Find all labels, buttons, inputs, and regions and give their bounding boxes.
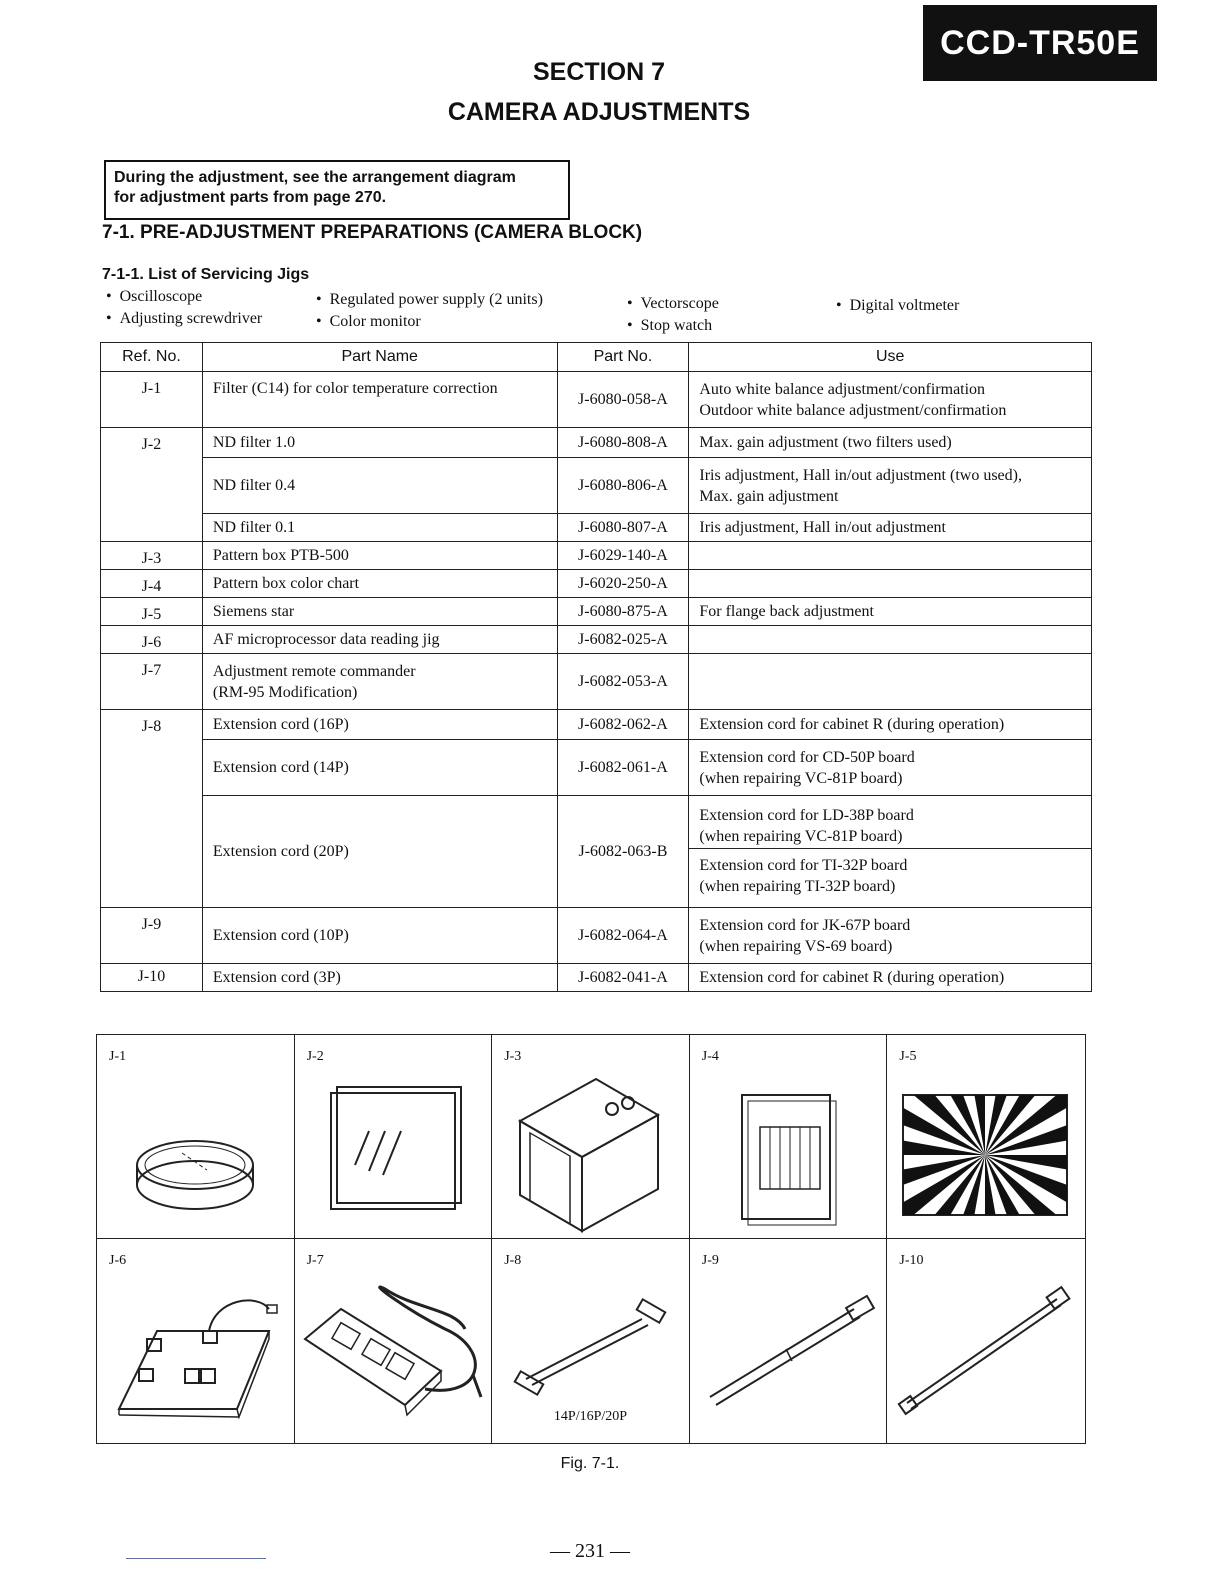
table-row <box>101 458 1092 514</box>
figure-label: J-10 <box>899 1253 924 1268</box>
ref-cell: J-1 <box>101 372 203 428</box>
part-name-cell: Filter (C14) for color temperature correction <box>202 372 557 428</box>
part-no-cell: J-6082-062-A <box>557 710 689 740</box>
table-row <box>101 796 1092 908</box>
filter-illustration <box>97 1035 295 1240</box>
table-row <box>101 514 1092 542</box>
use-cell: Extension cord for cabinet R (during operation) <box>689 964 1092 992</box>
figure-cell-j8 <box>492 1239 690 1443</box>
part-no-cell: J-6082-063-B <box>557 796 689 908</box>
use-line: Outdoor white balance adjustment/confirmation <box>699 401 1007 419</box>
ref-cell: J-6 <box>101 626 203 654</box>
part-name-cell: ND filter 0.4 <box>202 458 557 514</box>
extension-cord-illustration <box>887 1239 1085 1444</box>
part-no-cell: J-6029-140-A <box>557 542 689 570</box>
figure-label: J-6 <box>109 1253 127 1268</box>
part-name-cell: Extension cord (20P) <box>202 796 557 908</box>
table-row <box>101 654 1092 710</box>
figure-cell-j7 <box>295 1239 493 1443</box>
part-name-cell: AF microprocessor data reading jig <box>202 626 557 654</box>
header-part-name: Part Name <box>202 343 557 372</box>
figure-cell-j4 <box>690 1035 888 1239</box>
figure-label: J-1 <box>109 1049 127 1064</box>
figure-caption: Fig. 7-1. <box>560 1455 620 1472</box>
part-no-cell: J-6080-875-A <box>557 598 689 626</box>
figure-cell-j3 <box>492 1035 690 1239</box>
part-name-cell: Pattern box color chart <box>202 570 557 598</box>
jig-item: • Adjusting screwdriver <box>106 310 262 328</box>
table-row <box>101 542 1092 570</box>
jig-item: • Oscilloscope <box>106 288 202 306</box>
header-ref-no: Ref. No. <box>101 343 203 372</box>
figure-label: J-3 <box>504 1049 522 1064</box>
use-cell <box>689 740 1092 796</box>
color-chart-illustration <box>690 1035 888 1240</box>
use-cell <box>689 796 1092 908</box>
use-cell <box>689 908 1092 964</box>
table-row <box>101 740 1092 796</box>
part-name-line: Adjustment remote commander <box>212 662 416 680</box>
use-line: Max. gain adjustment <box>699 487 839 505</box>
ref-cell: J-5 <box>101 598 203 626</box>
jig-item: • Regulated power supply (2 units) <box>316 291 543 309</box>
page-number: — 231 — <box>550 1540 630 1562</box>
use-cell: Iris adjustment, Hall in/out adjustment <box>689 514 1092 542</box>
part-name-cell: Extension cord (10P) <box>202 908 557 964</box>
ref-cell: J-2 <box>101 428 203 542</box>
table-row <box>101 428 1092 458</box>
table-header-row <box>101 343 1092 372</box>
use-line: Extension cord for JK-67P board <box>699 916 911 934</box>
use-cell: Extension cord for cabinet R (during operation) <box>689 710 1092 740</box>
notice-line-2: for adjustment parts from page 270. <box>114 189 387 206</box>
use-line: Iris adjustment, Hall in/out adjustment (two used), <box>699 466 1022 484</box>
table-row <box>101 964 1092 992</box>
figure-label: J-7 <box>306 1253 324 1268</box>
part-no-cell: J-6020-250-A <box>557 570 689 598</box>
section-heading: 7-1. PRE-ADJUSTMENT PREPARATIONS (CAMERA BLOCK) <box>102 222 643 243</box>
jig-item: • Color monitor <box>316 313 421 331</box>
table-row <box>101 372 1092 428</box>
footer-rule <box>126 1558 266 1559</box>
use-cell <box>689 654 1092 710</box>
part-name-cell: ND filter 1.0 <box>202 428 557 458</box>
part-name-cell: Extension cord (3P) <box>202 964 557 992</box>
part-no-cell: J-6082-025-A <box>557 626 689 654</box>
part-name-cell: Extension cord (16P) <box>202 710 557 740</box>
use-subcell <box>689 801 1091 849</box>
use-line: Auto white balance adjustment/confirmation <box>699 380 986 398</box>
table-row <box>101 710 1092 740</box>
remote-commander-illustration <box>295 1239 493 1444</box>
figure-cell-j5 <box>887 1035 1085 1239</box>
siemens-star-illustration <box>887 1035 1085 1240</box>
ref-cell: J-8 <box>101 710 203 908</box>
servicing-jigs-table <box>100 342 1092 992</box>
ref-cell: J-9 <box>101 908 203 964</box>
ref-cell: J-10 <box>101 964 203 992</box>
figure-label: J-4 <box>701 1049 719 1064</box>
part-no-cell: J-6080-058-A <box>557 372 689 428</box>
figure-cell-j9 <box>690 1239 888 1443</box>
section-number: SECTION 7 <box>533 58 665 86</box>
use-line: (when repairing VS-69 board) <box>699 937 893 955</box>
part-name-line: (RM-95 Modification) <box>212 683 358 701</box>
figure-cell-j6 <box>97 1239 295 1443</box>
header-part-no: Part No. <box>557 343 689 372</box>
notice-line-1: During the adjustment, see the arrangement diagram <box>114 169 516 186</box>
table-row <box>101 570 1092 598</box>
table-row <box>101 908 1092 964</box>
figure-label: J-8 <box>504 1253 522 1268</box>
jig-item: • Stop watch <box>627 317 712 335</box>
model-badge: CCD-TR50E <box>923 5 1157 81</box>
part-no-cell: J-6080-808-A <box>557 428 689 458</box>
use-cell <box>689 372 1092 428</box>
ref-cell: J-4 <box>101 570 203 598</box>
use-cell: Max. gain adjustment (two filters used) <box>689 428 1092 458</box>
use-cell <box>689 542 1092 570</box>
part-no-cell: J-6082-061-A <box>557 740 689 796</box>
ref-cell: J-7 <box>101 654 203 710</box>
part-no-cell: J-6080-806-A <box>557 458 689 514</box>
ref-cell: J-3 <box>101 542 203 570</box>
jig-item: • Digital voltmeter <box>836 297 959 315</box>
use-cell <box>689 626 1092 654</box>
use-line: (when repairing VC-81P board) <box>699 827 903 845</box>
nd-filter-illustration <box>295 1035 493 1240</box>
figure-label: J-5 <box>899 1049 917 1064</box>
header-use: Use <box>689 343 1092 372</box>
part-name-cell: Siemens star <box>202 598 557 626</box>
part-name-cell <box>202 654 557 710</box>
use-line: Extension cord for CD-50P board <box>699 748 915 766</box>
servicing-jigs-figure <box>96 1034 1086 1444</box>
figure-label: J-9 <box>701 1253 719 1268</box>
figure-cell-j1 <box>97 1035 295 1239</box>
part-no-cell: J-6082-041-A <box>557 964 689 992</box>
table-row <box>101 598 1092 626</box>
section-title: CAMERA ADJUSTMENTS <box>447 98 751 126</box>
figure-label: J-2 <box>306 1049 324 1064</box>
subsection-heading: 7-1-1. List of Servicing Jigs <box>102 266 310 283</box>
use-line: Extension cord for TI-32P board <box>699 856 908 874</box>
use-line: Extension cord for LD-38P board <box>699 806 914 824</box>
table-row <box>101 626 1092 654</box>
figure-cell-j2 <box>295 1035 493 1239</box>
use-line: (when repairing TI-32P board) <box>699 877 896 895</box>
use-cell: For flange back adjustment <box>689 598 1092 626</box>
part-no-cell: J-6080-807-A <box>557 514 689 542</box>
use-cell <box>689 570 1092 598</box>
figure-cell-j10 <box>887 1239 1085 1443</box>
cord-pin-note: 14P/16P/20P <box>553 1409 628 1424</box>
part-no-cell: J-6082-064-A <box>557 908 689 964</box>
af-jig-illustration <box>97 1239 295 1444</box>
use-cell <box>689 458 1092 514</box>
part-name-cell: Pattern box PTB-500 <box>202 542 557 570</box>
use-line: (when repairing VC-81P board) <box>699 769 903 787</box>
part-name-cell: Extension cord (14P) <box>202 740 557 796</box>
jig-item: • Vectorscope <box>627 295 719 313</box>
use-subcell <box>689 849 1091 903</box>
part-name-cell: ND filter 0.1 <box>202 514 557 542</box>
pattern-box-illustration <box>492 1035 690 1240</box>
extension-cord-illustration <box>690 1239 888 1444</box>
adjustment-notice-box <box>104 160 570 220</box>
part-no-cell: J-6082-053-A <box>557 654 689 710</box>
